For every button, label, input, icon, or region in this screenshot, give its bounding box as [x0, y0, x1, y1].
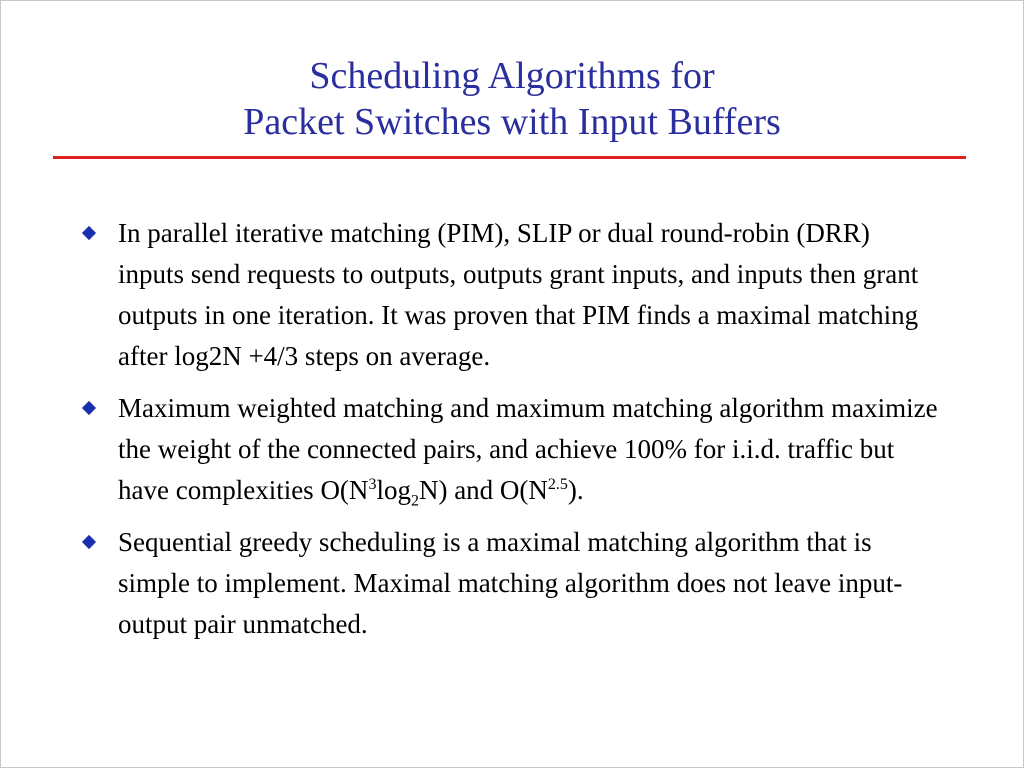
title-line-1: Scheduling Algorithms for — [309, 55, 715, 97]
formula-subscript: 2 — [410, 492, 419, 510]
title-divider — [53, 156, 966, 159]
bullet-item-maximum-matching — [79, 388, 939, 511]
formula-part: log — [376, 475, 411, 505]
bullet-text — [118, 393, 938, 510]
bullet-text: Sequential greedy scheduling is a maximal matching algorithm that is simple to implement. Maximal matching algorithm does not leave input-output pair unmatched. — [118, 527, 903, 639]
bullet-item-sequential-greedy — [79, 522, 939, 645]
formula-exponent: 3 — [368, 476, 377, 493]
bullet-text: In parallel iterative matching (PIM), SLIP or dual round-robin (DRR) inputs send requests to outputs, outputs grant inputs, and inputs then grant outputs in one iteration. It was proven that PIM finds a maximal matching after log2N +4/3 steps on average. — [118, 218, 919, 371]
formula-exponent: 2.5 — [547, 476, 568, 493]
formula-part: N) and O(N — [418, 475, 548, 505]
diamond-bullet-icon — [82, 401, 96, 415]
bullet-item-pim — [79, 213, 939, 377]
bullet-list — [79, 213, 939, 656]
formula-part: ). — [567, 475, 584, 505]
bullet-text-main: Maximum weighted matching and maximum matching algorithm maximize the weight of the connected pairs, and achieve 100% for i.i.d. traffic but have complexities — [118, 393, 938, 505]
formula-part: O(N — [320, 475, 369, 505]
complexity-formula — [320, 475, 584, 510]
slide-title — [1, 53, 1023, 145]
title-line-2: Packet Switches with Input Buffers — [243, 101, 781, 143]
diamond-bullet-icon — [82, 226, 96, 240]
diamond-bullet-icon — [82, 535, 96, 549]
